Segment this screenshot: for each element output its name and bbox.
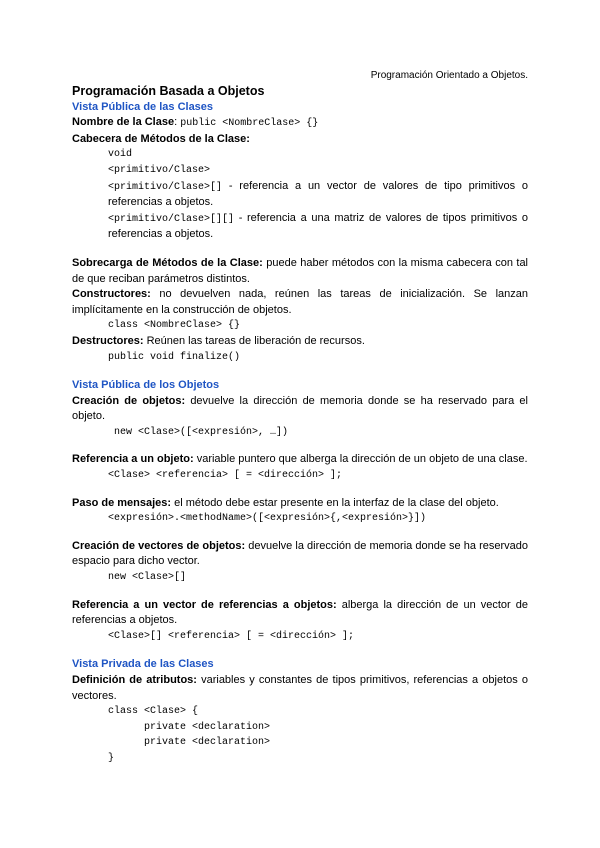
creacion-label: Creación de objetos: (72, 394, 186, 407)
destructores-text: Reúnen las tareas de liberación de recursos. (143, 334, 365, 347)
code-private-1: private <declaration> (144, 721, 271, 733)
section-heading-vista-publica-clases: Vista Pública de las Clases (72, 100, 214, 113)
spacer (72, 243, 528, 256)
constructores-paragraph (72, 287, 528, 318)
nombre-clase-label: Nombre de la Clase (72, 116, 175, 129)
referencia-text: variable puntero que alberga la dirección de un objeto de una clase. (193, 453, 528, 466)
document-body (72, 84, 528, 767)
spacer (72, 440, 528, 452)
paso-paragraph (72, 496, 528, 512)
code-class-close: } (108, 752, 115, 764)
cabecera-heading (72, 132, 528, 148)
nombre-clase-line (72, 115, 528, 132)
refvec-code: <Clase>[] <referencia> [ = <dirección> ]; (108, 630, 355, 642)
destructores-code: public void finalize() (108, 351, 241, 363)
refvec-text: alberga la dirección de un vector de referencias a objetos. (72, 598, 528, 627)
refvec-paragraph (72, 598, 528, 629)
nombre-clase-code: public <NombreClase> {} (180, 118, 319, 130)
vectores-text: devuelve la dirección de memoria donde se ha reservado espacio para dicho vector. (72, 539, 529, 568)
vectores-code: new <Clase>[] (108, 572, 187, 584)
vectores-label: Creación de vectores de objetos: (72, 539, 246, 552)
section-heading-vista-privada-clases: Vista Privada de las Clases (72, 658, 214, 671)
sobrecarga-paragraph (72, 256, 528, 287)
vector-desc: - referencia a un vector de valores de tipo primitivos o referencias a objetos. (108, 179, 528, 209)
paso-text: el método debe estar presente en la interfaz de la clase del objeto. (171, 496, 499, 509)
code-void: void (108, 149, 133, 161)
refvec-label: Referencia a un vector de referencias a objetos: (72, 598, 337, 611)
definicion-label: Definición de atributos: (72, 674, 197, 686)
spacer (72, 586, 528, 598)
spacer (72, 484, 528, 496)
creacion-paragraph (72, 394, 528, 425)
vector-return-line (72, 179, 528, 211)
constructores-label: Constructores: (72, 288, 151, 301)
spacer (72, 527, 528, 539)
paso-code: <expresión>.<methodName>([<expresión>{,<expresión>}]) (108, 513, 427, 525)
sobrecarga-label: Sobrecarga de Métodos de la Clase: (72, 256, 263, 269)
referencia-paragraph (72, 452, 528, 468)
cabecera-label: Cabecera de Métodos de la Clase: (72, 132, 250, 145)
destructores-paragraph (72, 334, 528, 350)
referencia-code: <Clase> <referencia> [ = <dirección> ]; (108, 470, 343, 482)
code-vector: <primitivo/Clase>[] (108, 181, 223, 193)
nombre-clase-colon: : (174, 116, 181, 129)
code-private-2: private <declaration> (144, 737, 271, 749)
spacer (72, 365, 528, 378)
spacer (72, 644, 528, 657)
vectores-paragraph (72, 539, 528, 570)
code-primitivo: <primitivo/Clase> (108, 164, 211, 176)
referencia-label: Referencia a un objeto: (72, 453, 194, 466)
creacion-text: devuelve la dirección de memoria donde se ha reservado para el objeto. (72, 394, 528, 423)
destructores-label: Destructores: (72, 334, 144, 347)
matrix-return-line (72, 211, 528, 243)
creacion-code: new <Clase>([<expresión>, …]) (114, 426, 289, 438)
sobrecarga-text: puede haber métodos con la misma cabecera con tal de que reciban parámetros distintos. (72, 256, 529, 285)
code-class-open: class <Clase> { (108, 706, 199, 718)
definicion-paragraph (72, 673, 528, 704)
section-heading-vista-publica-objetos: Vista Pública de los Objetos (72, 379, 220, 392)
constructores-code: class <NombreClase> {} (108, 320, 241, 332)
code-matrix: <primitivo/Clase>[][] (108, 213, 235, 225)
matrix-desc: - referencia a una matriz de valores de tipos primitivos o referencias a objetos. (108, 211, 528, 241)
page-title: Programación Basada a Objetos (72, 84, 265, 98)
paso-label: Paso de mensajes: (72, 496, 172, 509)
definicion-text: variables y constantes de tipos primitivos, referencias a objetos o vectores. (72, 674, 528, 702)
running-header: Programación Orientado a Objetos. (370, 70, 528, 81)
constructores-text: no devuelven nada, reúnen las tareas de inicialización. Se lanzan implícitamente en la construcción de objetos. (72, 288, 528, 316)
